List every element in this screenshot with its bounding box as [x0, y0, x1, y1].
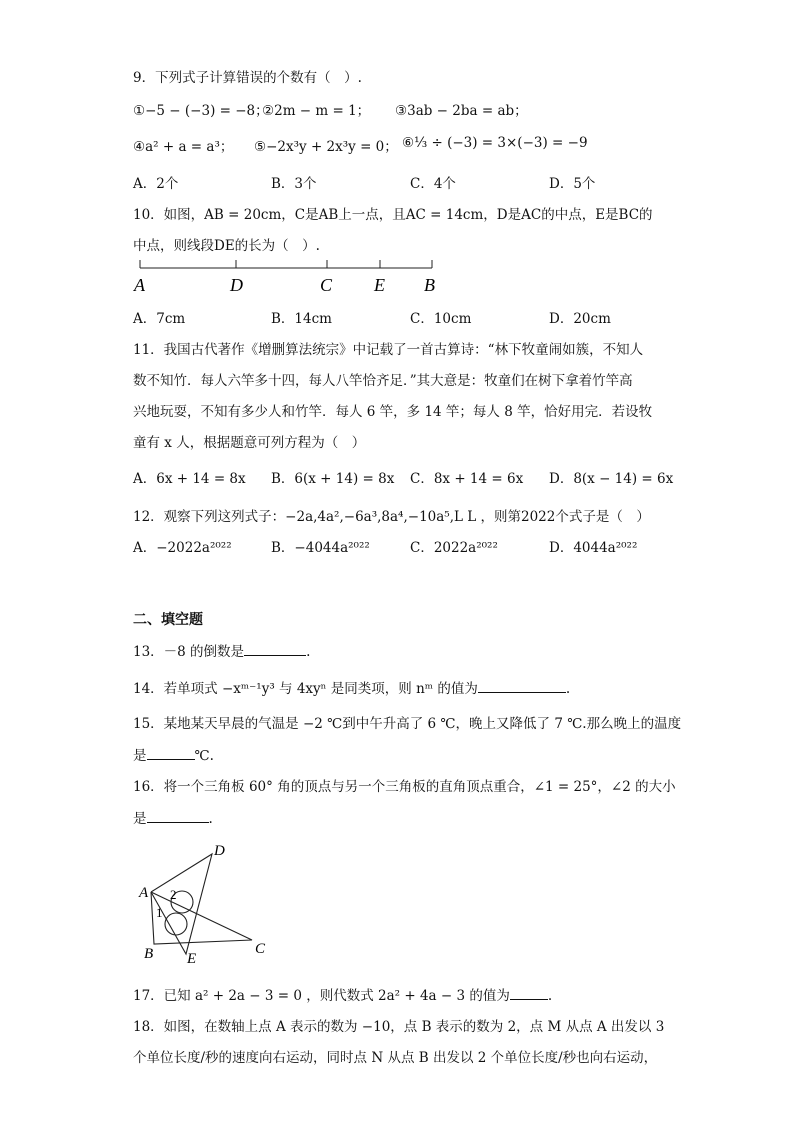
q9-item-6: ⑥⅓ ÷ (−3) = 3×(−3) = −9: [402, 135, 588, 151]
q15-answer-blank[interactable]: [147, 745, 195, 760]
q10-line-1: 10．如图，AB = 20cm，C是AB上一点，且AC = 14cm，D是AC的中点，E是BC的: [133, 207, 653, 223]
q12-option-a: A．−2022a²⁰²²: [133, 540, 232, 556]
q9-item-2: ②2m − m = 1；: [262, 103, 371, 119]
segment-figure: [130, 254, 440, 296]
label-e: E: [187, 951, 197, 967]
label-angle-2: 2: [170, 887, 177, 902]
q12-option-d: D．4044a²⁰²²: [549, 540, 638, 556]
q14-answer-blank[interactable]: [478, 678, 566, 693]
q12-option-c: C．2022a²⁰²²: [410, 540, 498, 556]
q17-answer-blank[interactable]: [510, 985, 548, 1000]
q17: 17．已知 a² + 2a − 3 = 0 ，则代数式 2a² + 4a − 3 的值为 .: [133, 984, 552, 1004]
label-c: C: [255, 941, 266, 957]
q9-option-c: C．4个: [410, 176, 456, 192]
q17-text: 17．已知 a² + 2a − 3 = 0 ，则代数式 2a² + 4a − 3 的值为: [133, 988, 510, 1004]
q11-option-c: C．8x + 14 = 6x: [410, 471, 524, 487]
label-d: D: [214, 843, 225, 859]
q12-option-b: B．−4044a²⁰²²: [271, 540, 370, 556]
point-a-label: A: [134, 275, 145, 295]
q14-text: 14．若单项式 −xᵐ⁻¹y³ 与 4xyⁿ 是同类项，则 nᵐ 的值为: [133, 681, 478, 697]
section-heading: 二、填空题: [133, 611, 203, 627]
q11-line-2: 数不知竹．每人六竿多十四，每人八竿恰齐足．”其大意是：牧童们在树下拿着竹竿高: [133, 373, 633, 389]
q11-line-1: 11．我国古代著作《增删算法统宗》中记载了一首古算诗：“林下牧童闹如簇，不知人: [133, 342, 644, 358]
q18-line-1: 18．如图，在数轴上点 A 表示的数为 −10，点 B 表示的数为 2，点 M 从点 A 出发以 3: [133, 1019, 665, 1035]
q9-item-4: ④a² + a = a³；: [133, 139, 234, 155]
q9-option-d: D．5个: [549, 176, 596, 192]
q10-option-b: B．14cm: [271, 311, 332, 327]
q16-answer-blank[interactable]: [147, 808, 209, 823]
point-d-label: D: [230, 275, 243, 295]
angle-1-arc: [165, 913, 187, 935]
point-c-label: C: [320, 275, 333, 295]
q11-option-b: B．6(x + 14) = 8x: [271, 471, 395, 487]
q11-option-a: A．6x + 14 = 8x: [133, 471, 246, 487]
q18-line-2: 个单位长度/秒的速度向右运动，同时点 N 从点 B 出发以 2 个单位长度/秒也向右运动，: [133, 1050, 658, 1066]
q9-item-1: ①−5 − (−3) = −8；: [133, 103, 269, 119]
q16-line-2: 是 .: [133, 807, 213, 827]
point-e-label: E: [374, 275, 385, 295]
q14: 14．若单项式 −xᵐ⁻¹y³ 与 4xyⁿ 是同类项，则 nᵐ 的值为 .: [133, 677, 570, 697]
q16-line-1: 16．将一个三角板 60° 角的顶点与另一个三角板的直角顶点重合，∠1 = 25°，∠2 的大小: [133, 779, 676, 795]
q9-item-3: ③3ab − 2ba = ab；: [395, 103, 528, 119]
q15-line-1: 15．某地某天早晨的气温是 −2 ℃到中午升高了 6 ℃，晚上又降低了 7 ℃.那么晚上的温度: [133, 716, 682, 732]
q13: 13．－8 的倒数是 .: [133, 640, 310, 660]
q13-text: 13．－8 的倒数是: [133, 644, 245, 660]
point-b-label: B: [424, 275, 435, 295]
q11-option-d: D．8(x − 14) = 6x: [549, 471, 674, 487]
q9-option-a: A．2个: [133, 176, 179, 192]
label-b: B: [144, 946, 154, 962]
q12-stem: 12．观察下列这列式子：−2a,4a²,−6a³,8a⁴,−10a⁵,L L ，则第2022个式子是（ ）: [133, 509, 650, 525]
q10-option-d: D．20cm: [549, 311, 611, 327]
q15-line-2: 是 ℃.: [133, 744, 214, 764]
q11-line-4: 童有 x 人，根据题意可列方程为（ ）: [133, 435, 366, 451]
q9-stem: 9．下列式子计算错误的个数有（ ）.: [133, 70, 362, 86]
q9-option-b: B．3个: [271, 176, 317, 192]
label-a: A: [139, 885, 149, 901]
label-angle-1: 1: [156, 905, 163, 920]
q13-answer-blank[interactable]: [244, 641, 306, 656]
q11-line-3: 兴地玩耍，不知有多少人和竹竿．每人 6 竿，多 14 竿；每人 8 竿，恰好用完．若设牧: [133, 404, 653, 420]
q10-option-a: A．7cm: [133, 311, 186, 327]
q9-item-5: ⑤−2x³y + 2x³y = 0；: [254, 139, 398, 155]
q10-line-2: 中点，则线段DE的长为（ ）.: [133, 238, 320, 254]
q10-option-c: C．10cm: [410, 311, 472, 327]
triangle-figure: [130, 836, 275, 971]
